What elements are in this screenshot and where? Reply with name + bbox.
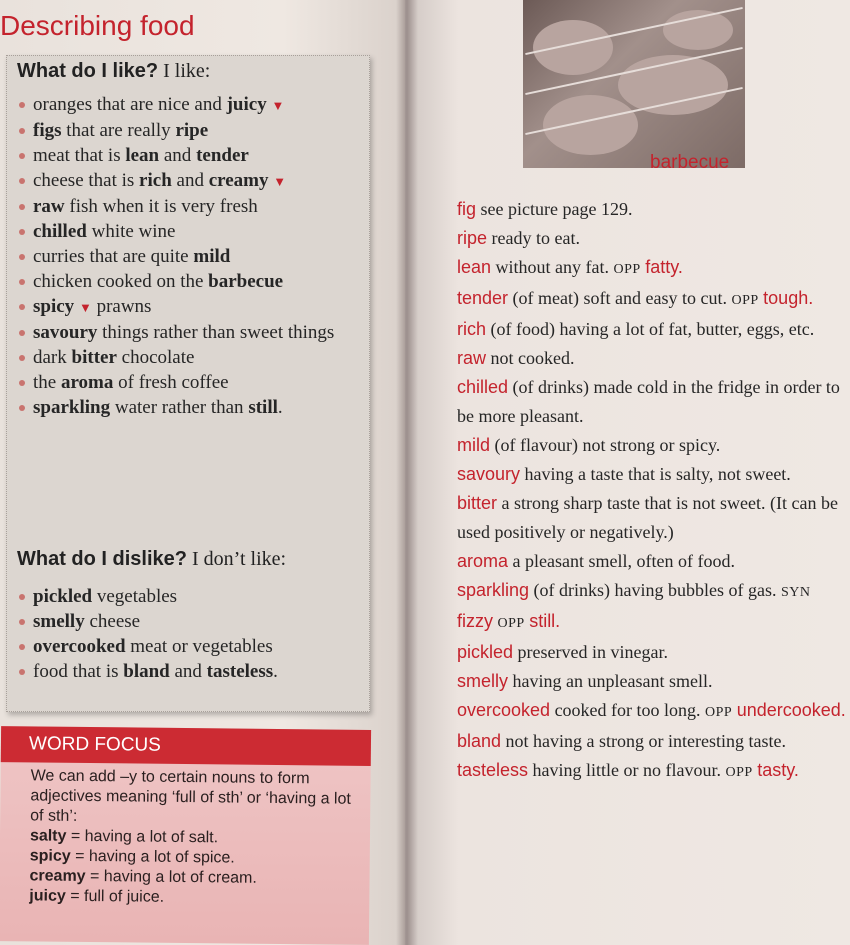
triangle-marker-icon: ▼ [273, 174, 287, 189]
item-keyword: raw [33, 196, 65, 217]
glossary-headword: tasteless [457, 760, 529, 780]
item-keyword: bland [123, 661, 170, 682]
glossary-headword: sparkling [457, 580, 530, 600]
glossary-definition: a pleasant smell, often of food. [512, 551, 735, 571]
right-page [405, 0, 850, 945]
glossary-crossref: fizzy [457, 611, 493, 631]
item-keyword: savoury [33, 322, 98, 343]
item-keyword: bitter [71, 347, 117, 368]
item-text: and [159, 145, 197, 166]
glossary-entry [457, 756, 847, 787]
list-item [13, 294, 358, 320]
item-keyword: sparkling [33, 397, 111, 418]
item-text: the [33, 372, 61, 393]
glossary-definition: having a taste that is salty, not sweet. [524, 464, 791, 484]
item-text: oranges that are nice and [33, 94, 227, 115]
item-text: things rather than sweet things [97, 322, 335, 343]
glossary-crossref: undercooked. [736, 700, 846, 720]
item-keyword: still [248, 397, 278, 418]
glossary-label: OPP [725, 765, 753, 780]
list-item [13, 118, 358, 143]
word-focus-intro: We can add –y to certain nouns to form adjectives meaning ‘full of sth’ or ‘having a lot of sth’: [30, 767, 351, 825]
item-text: dark [33, 347, 72, 368]
glossary-headword: smelly [457, 671, 509, 691]
example-word: salty [29, 827, 67, 845]
glossary-entry [457, 284, 847, 315]
left-page [0, 0, 405, 945]
glossary-definition: a strong sharp taste that is not sweet. (It can be used positively or negatively.) [457, 493, 838, 542]
glossary-crossref: fatty. [645, 257, 683, 277]
example-meaning: = having a lot of cream. [85, 867, 257, 887]
glossary-label: OPP [731, 293, 759, 308]
item-keyword: mild [193, 246, 231, 267]
word-focus-title: WORD FOCUS [1, 726, 371, 766]
glossary-headword: bland [457, 731, 502, 751]
item-keyword: figs [33, 120, 62, 141]
glossary-headword: lean [457, 257, 492, 277]
likes-subtitle: I like: [163, 60, 211, 82]
glossary-definition: (of food) having a lot of fat, butter, eggs, etc. [490, 319, 815, 339]
glossary-entry [457, 727, 847, 756]
glossary-label: OPP [613, 262, 641, 277]
example-word: spicy [29, 847, 71, 865]
item-keyword: overcooked [33, 636, 126, 657]
likes-list [13, 92, 358, 420]
glossary-entry [457, 638, 847, 667]
glossary-definition: having little or no flavour. [532, 760, 722, 780]
item-keyword: tasteless [206, 661, 274, 682]
item-text: meat that is [33, 145, 126, 166]
barbecue-photo [523, 0, 745, 168]
likes-heading [17, 60, 210, 83]
dislikes-list [13, 584, 358, 684]
glossary-definition: (of flavour) not strong or spicy. [494, 435, 721, 455]
list-item [13, 194, 358, 219]
triangle-marker-icon: ▼ [78, 300, 92, 315]
item-text: chocolate [116, 347, 195, 368]
glossary-definition: see picture page 129. [480, 199, 633, 219]
item-text: and [169, 661, 207, 682]
book-gutter [396, 0, 418, 945]
item-keyword: tender [196, 145, 249, 166]
item-text: meat or vegetables [125, 636, 273, 657]
dislikes-subtitle: I don’t like: [192, 548, 287, 570]
glossary-headword: aroma [457, 551, 509, 571]
glossary-list [457, 195, 847, 787]
meat-piece [543, 95, 638, 155]
dislikes-title: What do I dislike? [17, 548, 188, 570]
list-item [13, 143, 358, 168]
list-item [13, 345, 358, 370]
likes-dislikes-box [6, 55, 370, 712]
example-meaning: = full of juice. [65, 887, 165, 906]
glossary-entry [457, 576, 847, 638]
item-keyword: smelly [33, 611, 85, 632]
glossary-headword: overcooked [457, 700, 551, 720]
photo-caption: barbecue [650, 152, 730, 173]
glossary-definition: cooked for too long. [554, 700, 701, 720]
item-text: white wine [86, 221, 176, 242]
glossary-definition: not having a strong or interesting taste. [505, 731, 786, 751]
glossary-headword: bitter [457, 493, 498, 513]
item-text: fish when it is very fresh [64, 196, 258, 217]
dislikes-heading [17, 548, 286, 571]
glossary-headword: savoury [457, 464, 521, 484]
glossary-headword: chilled [457, 377, 509, 397]
glossary-entry [457, 195, 847, 224]
glossary-entry [457, 253, 847, 284]
example-word: creamy [29, 867, 86, 885]
glossary-definition: without any fat. [495, 257, 610, 277]
item-text: prawns [91, 296, 152, 317]
item-keyword: chilled [33, 221, 87, 242]
item-text: of fresh coffee [113, 372, 229, 393]
triangle-marker-icon: ▼ [271, 98, 285, 113]
item-keyword: pickled [33, 586, 93, 607]
list-item [13, 244, 358, 269]
word-focus-example [29, 886, 359, 909]
glossary-definition: ready to eat. [491, 228, 580, 248]
glossary-entry [457, 547, 847, 576]
glossary-crossref: still. [529, 611, 561, 631]
glossary-definition: (of drinks) made cold in the fridge in order to be more pleasant. [457, 377, 840, 426]
glossary-crossref: tough. [763, 288, 814, 308]
glossary-headword: rich [457, 319, 487, 339]
item-keyword: rich [139, 170, 172, 191]
list-item [13, 269, 358, 294]
page-heading: Describing food [0, 10, 195, 41]
list-item [13, 395, 358, 420]
glossary-headword: pickled [457, 642, 514, 662]
word-focus-text [29, 766, 360, 909]
glossary-headword: mild [457, 435, 491, 455]
meat-piece [533, 20, 613, 75]
word-focus-examples [29, 826, 360, 909]
item-keyword: aroma [60, 372, 114, 393]
item-keyword: juicy [226, 94, 267, 115]
example-word: juicy [29, 887, 66, 905]
list-item [13, 634, 358, 659]
glossary-entry [457, 431, 847, 460]
item-text: vegetables [92, 586, 178, 607]
item-keyword: ripe [175, 120, 209, 141]
glossary-entry [457, 224, 847, 253]
item-text: cheese [84, 611, 141, 632]
glossary-definition: preserved in vinegar. [517, 642, 668, 662]
glossary-label: OPP [497, 616, 525, 631]
glossary-headword: ripe [457, 228, 488, 248]
list-item [13, 320, 358, 345]
glossary-entry [457, 315, 847, 344]
item-keyword: spicy [33, 296, 75, 317]
glossary-definition: not cooked. [490, 348, 575, 368]
glossary-entry [457, 373, 847, 431]
item-text: . [273, 661, 278, 682]
glossary-label: OPP [705, 705, 733, 720]
word-focus-box [0, 726, 371, 945]
glossary-headword: fig [457, 199, 477, 219]
item-text: and [171, 170, 209, 191]
item-text: curries that are quite [33, 246, 194, 267]
item-text: . [277, 397, 283, 418]
glossary-headword: tender [457, 288, 509, 308]
example-meaning: = having a lot of salt. [66, 827, 219, 847]
glossary-definition: (of meat) soft and easy to cut. [512, 288, 727, 308]
glossary-crossref: tasty. [757, 760, 799, 780]
likes-title: What do I like? [17, 60, 159, 82]
glossary-entry [457, 696, 847, 727]
list-item [13, 659, 358, 684]
item-text: that are really [61, 120, 176, 141]
item-text: cheese that is [33, 170, 140, 191]
example-meaning: = having a lot of spice. [70, 847, 235, 867]
item-text: water rather than [110, 397, 249, 418]
list-item [13, 168, 358, 194]
list-item [13, 219, 358, 244]
glossary-entry [457, 667, 847, 696]
glossary-entry [457, 489, 847, 547]
glossary-definition: having an unpleasant smell. [512, 671, 713, 691]
list-item [13, 370, 358, 395]
list-item [13, 584, 358, 609]
item-keyword: lean [125, 145, 160, 166]
glossary-entry [457, 460, 847, 489]
list-item [13, 92, 358, 118]
item-text: chicken cooked on the [33, 271, 209, 292]
item-keyword: creamy [208, 170, 269, 191]
item-keyword: barbecue [208, 271, 284, 292]
glossary-label: SYN [781, 585, 811, 600]
meat-piece [618, 55, 728, 115]
glossary-definition: (of drinks) having bubbles of gas. [533, 580, 777, 600]
item-text: food that is [33, 661, 124, 682]
list-item [13, 609, 358, 634]
glossary-entry [457, 344, 847, 373]
glossary-headword: raw [457, 348, 487, 368]
